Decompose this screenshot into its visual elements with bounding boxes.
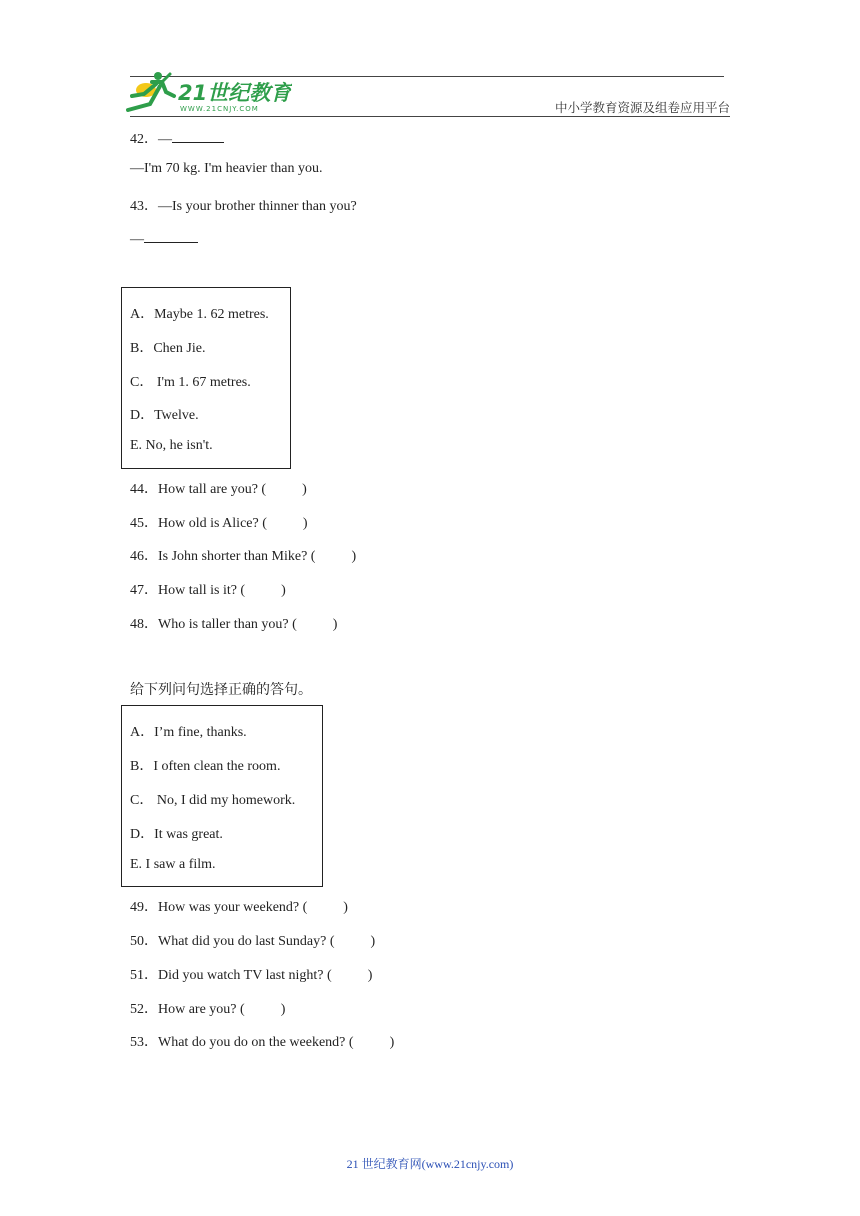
close-paren: ) <box>281 583 286 598</box>
close-paren: ) <box>343 900 348 915</box>
question-number: 43． <box>130 199 158 214</box>
close-paren: ) <box>370 934 376 949</box>
option-item: B．Chen Jie. <box>130 341 206 356</box>
close-paren: ) <box>332 617 338 632</box>
question-text: What did you do last Sunday? ( <box>158 934 335 949</box>
question-prompt: — <box>158 132 172 147</box>
question-text: How was your weekend? ( <box>158 900 308 915</box>
close-paren: ) <box>351 549 357 564</box>
question-text: Who is taller than you? ( <box>158 617 297 632</box>
question-text: What do you do on the weekend? ( <box>158 1035 354 1050</box>
close-paren: ) <box>302 516 308 531</box>
question-number: 46． <box>130 549 158 564</box>
question-50 <box>130 930 375 950</box>
header-platform-text: 中小学教育资源及组卷应用平台 <box>554 100 730 115</box>
option-item: C． No, I did my homework. <box>130 793 296 808</box>
question-number: 53． <box>130 1035 158 1050</box>
question-46 <box>130 545 356 565</box>
question-text: How are you? ( <box>158 1002 245 1017</box>
logo-url-text: WWW.21CNJY.COM <box>180 105 259 113</box>
question-47 <box>130 579 286 599</box>
question-number: 49． <box>130 900 158 915</box>
section-instruction: 给下列问句选择正确的答句。 <box>130 682 312 698</box>
logo-text: 21世纪教育 <box>178 81 292 105</box>
options-box-2 <box>121 705 323 887</box>
question-prompt: —Is your brother thinner than you? <box>158 199 357 214</box>
close-paren: ) <box>302 482 307 497</box>
question-text: Is John shorter than Mike? ( <box>158 549 316 564</box>
options-box-1 <box>121 287 291 469</box>
option-item: D．It was great. <box>130 827 223 842</box>
question-text: How tall are you? ( <box>158 482 267 497</box>
question-number: 45． <box>130 516 158 531</box>
question-43 <box>130 195 357 215</box>
option-item: A．Maybe 1. 62 metres. <box>130 307 269 322</box>
question-number: 47． <box>130 583 158 598</box>
close-paren: ) <box>280 1002 286 1017</box>
question-number: 42． <box>130 132 158 147</box>
question-51 <box>130 964 372 984</box>
question-number: 44． <box>130 482 158 497</box>
answer-blank <box>144 230 198 243</box>
option-item: E. I saw a film. <box>130 857 216 872</box>
question-49 <box>130 896 348 916</box>
close-paren: ) <box>389 1035 395 1050</box>
option-item: D．Twelve. <box>130 408 199 423</box>
question-text: Did you watch TV last night? ( <box>158 968 332 983</box>
close-paren: ) <box>367 968 373 983</box>
question-52 <box>130 998 285 1018</box>
logo <box>122 70 292 116</box>
answer-42: —I'm 70 kg. I'm heavier than you. <box>130 161 323 176</box>
option-item: B．I often clean the room. <box>130 759 281 774</box>
option-item: E. No, he isn't. <box>130 438 213 453</box>
option-item: A．I’m fine, thanks. <box>130 725 247 740</box>
question-42 <box>130 128 224 148</box>
question-number: 48． <box>130 617 158 632</box>
question-text: How tall is it? ( <box>158 583 246 598</box>
question-45 <box>130 512 308 532</box>
runner-logo-icon <box>128 72 174 110</box>
question-number: 51． <box>130 968 158 983</box>
question-44 <box>130 478 307 498</box>
footer-link[interactable]: 21 世纪教育网(www.21cnjy.com) <box>346 1157 514 1171</box>
answer-dash: — <box>130 232 144 247</box>
question-number: 50． <box>130 934 158 949</box>
question-53 <box>130 1031 394 1051</box>
option-item: C． I'm 1. 67 metres. <box>130 375 251 390</box>
answer-blank <box>172 130 224 143</box>
question-48 <box>130 613 337 633</box>
question-text: How old is Alice? ( <box>158 516 267 531</box>
header-rule <box>130 116 730 117</box>
answer-43 <box>130 230 198 248</box>
question-number: 52． <box>130 1002 158 1017</box>
